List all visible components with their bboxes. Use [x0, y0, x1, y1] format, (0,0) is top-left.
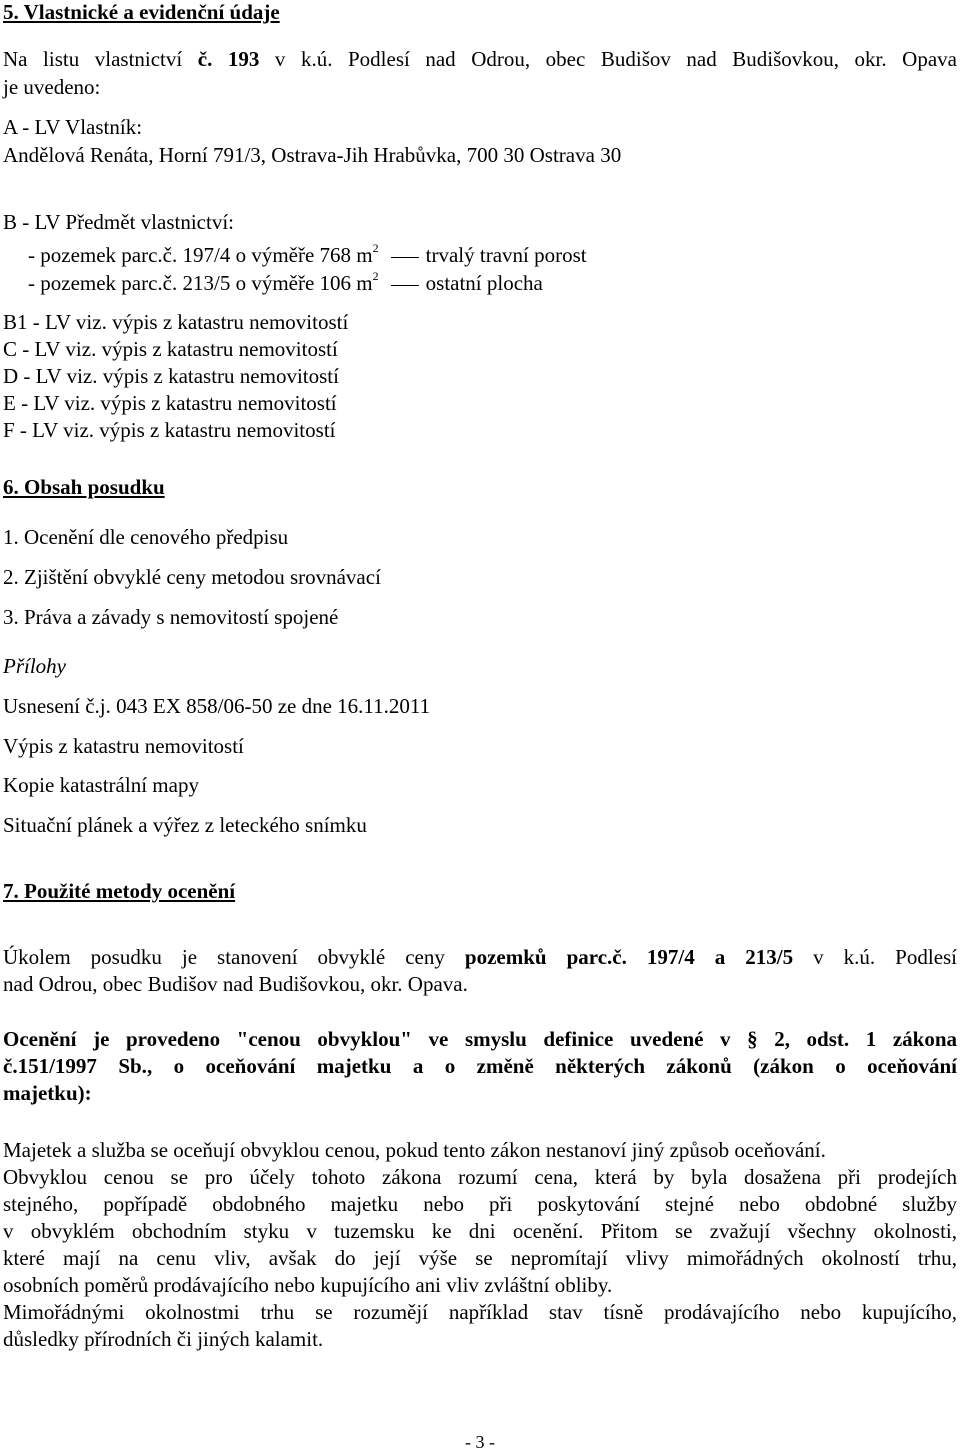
- definition-line-3: stejného, popřípadě obdobného majetku nebo při poskytování stejné nebo obdobné služby: [3, 1192, 957, 1216]
- valuation-line-1: Ocenění je provedeno "cenou obvyklou" ve smyslu definice uvedené v § 2, odst. 1 zákona: [3, 1027, 957, 1051]
- definition-line-1: Majetek a služba se oceňují obvyklou cenou, pokud tento zákon nestanoví jiný způsob oceňování.: [3, 1138, 826, 1162]
- extraordinary-line-1: Mimořádnými okolnostmi trhu se rozumějí například stav tísně prodávajícího nebo kupujícího,: [3, 1300, 957, 1324]
- attachment-item-4: Situační plánek a výřez z leteckého snímku: [3, 813, 367, 837]
- attachment-item-2: Výpis z katastru nemovitostí: [3, 734, 244, 758]
- intro-text-c: v k.ú. Podlesí nad Odrou, obec Budišov nad Budišovkou, okr. Opava: [259, 47, 957, 71]
- superscript: 2: [372, 241, 379, 255]
- intro-line-1: [3, 47, 957, 73]
- section-b1-line: B1 - LV viz. výpis z katastru nemovitostí: [3, 310, 349, 334]
- parcel-item-2: [28, 271, 543, 297]
- definition-line-2: Obvyklou cenou se pro účely tohoto zákona rozumí cena, která by byla dosažena při prodejích: [3, 1165, 957, 1189]
- attachment-item-3: Kopie katastrální mapy: [3, 773, 199, 797]
- section-a-label: A - LV Vlastník:: [3, 115, 143, 139]
- dash-line: [391, 285, 419, 286]
- purpose-line-1: [3, 945, 957, 971]
- purpose-line-2: nad Odrou, obec Budišov nad Budišovkou, okr. Opava.: [3, 972, 468, 996]
- content-item-3: 3. Práva a závady s nemovitostí spojené: [3, 605, 339, 629]
- section-5-heading: 5. Vlastnické a evidenční údaje: [3, 0, 280, 24]
- owner-line: Andělová Renáta, Horní 791/3, Ostrava-Jih Hrabůvka, 700 30 Ostrava 30: [3, 143, 622, 167]
- superscript: 2: [372, 269, 379, 283]
- dash-line: [391, 257, 419, 258]
- attachments-heading: Přílohy: [3, 654, 66, 678]
- law-title: , o oceňování majetku a o změně některých zákonů (zákon o oceňování: [146, 1054, 958, 1078]
- definition-line-4: v obvyklém obchodním styku v tuzemsku ke dni ocenění. Přitom se zvažují všechny okolnosti,: [3, 1219, 957, 1243]
- definition-line-5: které mají na cenu vliv, avšak do její výše se nepromítají vlivy mimořádných okolností trhu,: [3, 1246, 957, 1270]
- lv-number: č. 193: [197, 47, 260, 71]
- law-number: č.151/1997 Sb.: [3, 1054, 147, 1078]
- valuation-line-3: majetku):: [3, 1081, 92, 1105]
- section-6-heading: 6. Obsah posudku: [3, 475, 165, 499]
- parcel-item-2-type: ostatní plocha: [425, 271, 543, 295]
- section-e-line: E - LV viz. výpis z katastru nemovitostí: [3, 391, 337, 415]
- content-item-2: 2. Zjištění obvyklé ceny metodou srovnávací: [3, 565, 381, 589]
- section-b-label: B - LV Předmět vlastnictví:: [3, 210, 234, 234]
- section-7-heading: 7. Použité metody ocenění: [3, 879, 236, 903]
- intro-line-2: je uvedeno:: [3, 75, 101, 99]
- content-item-1: 1. Ocenění dle cenového předpisu: [3, 525, 289, 549]
- parcel-item-2-text: - pozemek parc.č. 213/5 o výměře 106 m: [28, 271, 373, 295]
- parcel-item-1-type: trvalý travní porost: [425, 243, 587, 267]
- purpose-parcels: pozemků parc.č. 197/4 a 213/5: [464, 945, 794, 969]
- valuation-line-2: [3, 1054, 957, 1080]
- parcel-item-1-text: - pozemek parc.č. 197/4 o výměře 768 m: [28, 243, 373, 267]
- section-d-line: D - LV viz. výpis z katastru nemovitostí: [3, 364, 339, 388]
- intro-text-a: Na listu vlastnictví: [3, 47, 198, 71]
- page-number: - 3 -: [465, 1432, 495, 1452]
- attachment-item-1: Usnesení č.j. 043 EX 858/06-50 ze dne 16.11.2011: [3, 694, 431, 718]
- extraordinary-line-2: důsledky přírodních či jiných kalamit.: [3, 1327, 324, 1351]
- section-f-line: F - LV viz. výpis z katastru nemovitostí: [3, 418, 336, 442]
- definition-line-6: osobních poměrů prodávajícího nebo kupujícího ani vliv zvláštní obliby.: [3, 1273, 613, 1297]
- purpose-text-a: Úkolem posudku je stanovení obvyklé ceny: [3, 945, 465, 969]
- section-c-line: C - LV viz. výpis z katastru nemovitostí: [3, 337, 338, 361]
- purpose-text-c: v k.ú. Podlesí: [793, 945, 958, 969]
- parcel-item-1: [28, 243, 587, 269]
